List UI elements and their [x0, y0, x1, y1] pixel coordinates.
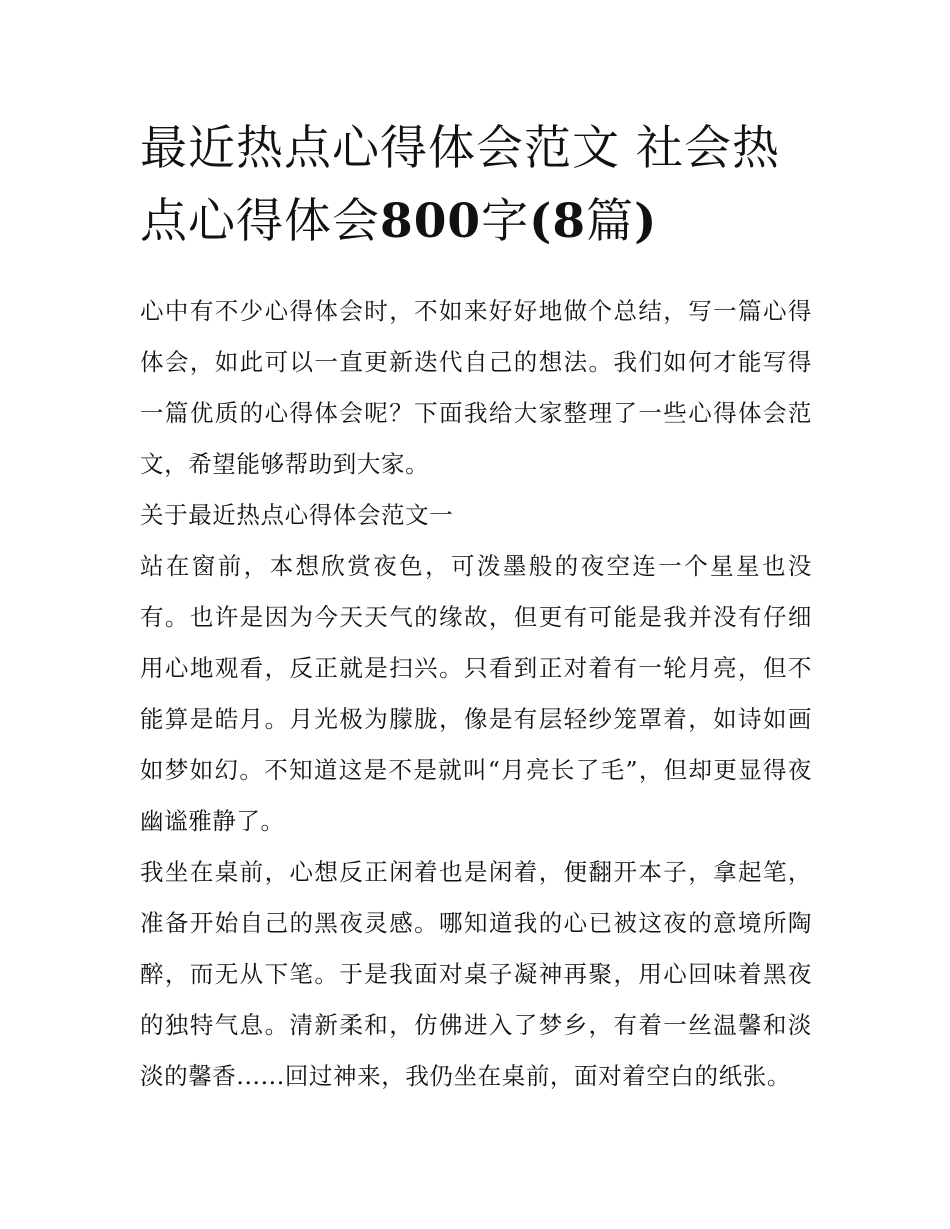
- intro-paragraph: 心中有不少心得体会时，不如来好好地做个总结，写一篇心得体会，如此可以一直更新迭代自己的想法。我们如何才能写得一篇优质的心得体会呢？下面我给大家整理了一些心得体会范文，希望能够帮助到大家。: [140, 297, 812, 478]
- section-heading: 关于最近热点心得体会范文一: [140, 501, 454, 529]
- body-paragraph-1: 站在窗前，本想欣赏夜色，可泼墨般的夜空连一个星星也没有。也许是因为今天天气的缘故，但更有可能是我并没有仔细用心地观看，反正就是扫兴。只看到正对着有一轮月亮，但不能算是皓月。月光极为朦胧，像是有层轻纱笼罩着，如诗如画如梦如幻。不知道这是不是就叫“月亮长了毛”，但却更显得夜幽谧雅静了。: [140, 552, 812, 835]
- body-paragraph-2: 我坐在桌前，心想反正闲着也是闲着，便翻开本子，拿起笔，准备开始自己的黑夜灵感。哪知道我的心已被这夜的意境所陶醉，而无从下笔。于是我面对桌子凝神再聚，用心回味着黑夜的独特气息。清新柔和，仿佛进入了梦乡，有着一丝温馨和淡淡的馨香......回过神来，我仍坐在桌前，面对着空白的纸张。: [140, 858, 812, 1090]
- document-title: 最近热点心得体会范文 社会热点心得体会800字(8篇): [140, 121, 780, 249]
- document-body: [140, 112, 812, 1102]
